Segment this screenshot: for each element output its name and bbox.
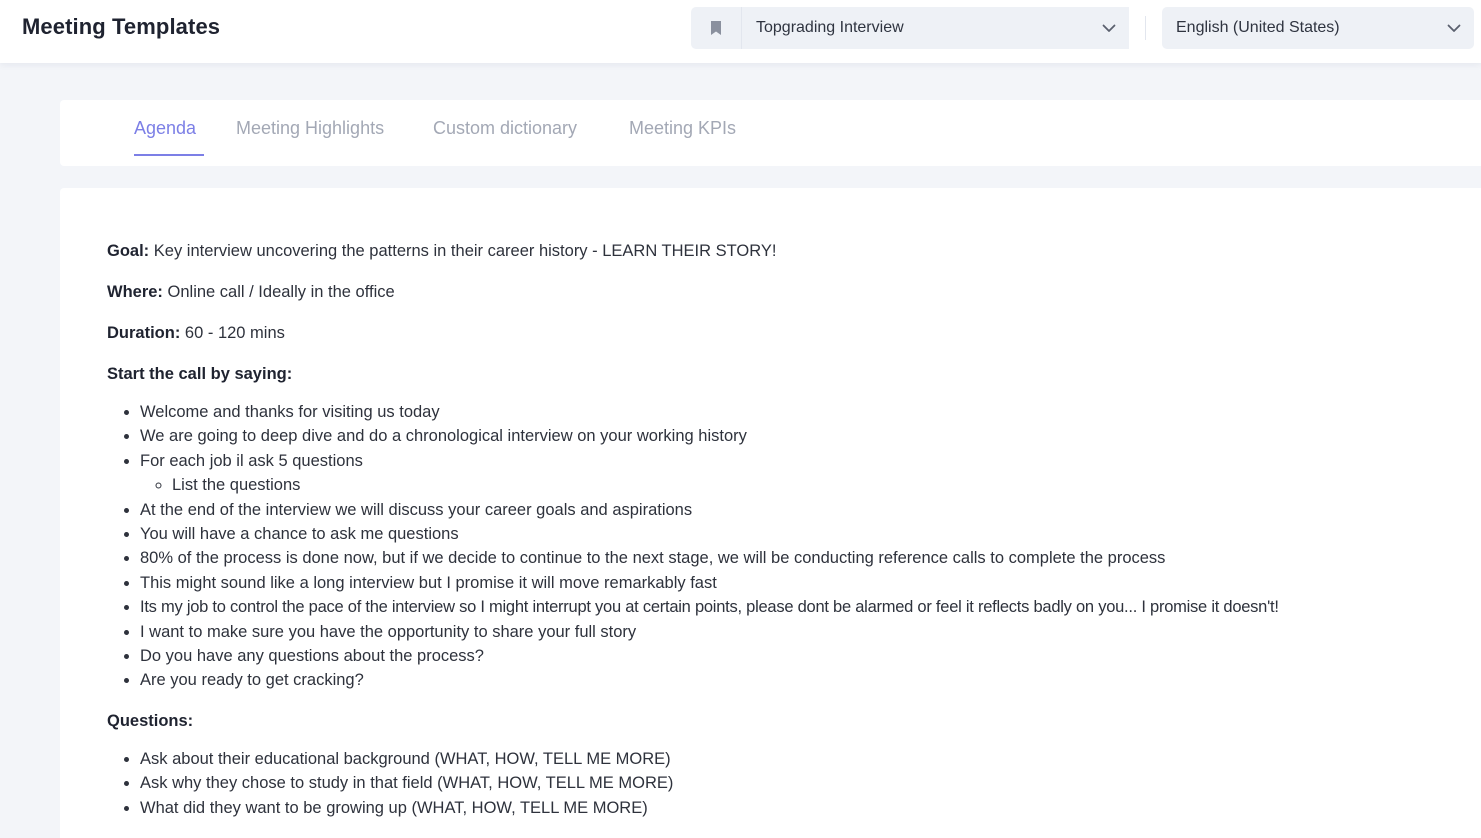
questions-heading <box>107 710 1279 732</box>
tabs-bar <box>60 100 1481 166</box>
start-call-label: Start the call by saying: <box>107 365 293 383</box>
active-tab-indicator <box>134 154 204 156</box>
tab-agenda[interactable]: Agenda <box>134 118 197 138</box>
duration-label: Duration: <box>107 324 181 342</box>
top-bar <box>0 0 1481 63</box>
sub-list <box>140 473 1279 497</box>
template-select-value[interactable] <box>741 7 1129 49</box>
list-item <box>140 449 1279 498</box>
list-item: • You will have a chance to ask me questions <box>140 522 1279 546</box>
duration-text: 60 - 120 mins <box>184 324 285 342</box>
list-item: • Its my job to control the pace of the interview so I might interrupt you at certain points, please dont be alarmed or feel it reflects badly on you... I promise it doesn't! <box>140 595 1279 619</box>
list-item: • Are you ready to get cracking? <box>140 668 1279 692</box>
template-select-label: Topgrading Interview <box>756 19 904 36</box>
agenda-content <box>107 240 1279 837</box>
list-item: • I want to make sure you have the opportunity to share your full story <box>140 620 1279 644</box>
duration-line <box>107 322 1279 344</box>
language-select[interactable] <box>1162 7 1474 49</box>
chevron-down-icon[interactable] <box>1089 7 1129 49</box>
template-select[interactable] <box>691 7 1129 49</box>
list-item: • We are going to deep dive and do a chronological interview on your working history <box>140 424 1279 448</box>
goal-label: Goal: <box>107 242 150 260</box>
list-item: • What did they want to be growing up (WHAT, HOW, TELL ME MORE) <box>140 796 1279 820</box>
language-select-label: English (United States) <box>1176 19 1340 36</box>
questions-label: Questions: <box>107 711 194 730</box>
sub-list-item: ◦ List the questions <box>172 473 1279 497</box>
start-call-list <box>107 400 1279 693</box>
goal-line <box>107 240 1279 262</box>
list-item: • Ask about their educational background (WHAT, HOW, TELL ME MORE) <box>140 747 1279 771</box>
list-item: • Do you have any questions about the process? <box>140 644 1279 668</box>
chevron-down-icon[interactable] <box>1434 7 1474 49</box>
where-label: Where: <box>107 283 163 301</box>
agenda-editor[interactable] <box>60 188 1481 838</box>
goal-text: Key interview uncovering the patterns in their career history - LEARN THEIR STORY! <box>153 242 777 260</box>
header-divider <box>1145 16 1146 40</box>
where-text: Online call / Ideally in the office <box>167 283 395 301</box>
where-line <box>107 281 1279 303</box>
list-item: • Welcome and thanks for visiting us today <box>140 400 1279 424</box>
list-item-text: For each job il ask 5 questions <box>140 451 363 470</box>
list-item: • 80% of the process is done now, but if we decide to continue to the next stage, we will be conducting reference calls to complete the process <box>140 546 1279 570</box>
tab-meeting-kpis[interactable]: Meeting KPIs <box>629 118 737 138</box>
page-title: Meeting Templates <box>22 14 221 39</box>
start-call-heading <box>107 363 1279 385</box>
bookmark-icon <box>691 7 741 49</box>
questions-list <box>107 747 1279 820</box>
list-item: • This might sound like a long interview but I promise it will move remarkably fast <box>140 571 1279 595</box>
tab-custom-dictionary[interactable]: Custom dictionary <box>433 118 578 138</box>
tab-meeting-highlights[interactable]: Meeting Highlights <box>236 118 385 138</box>
list-item: • Ask why they chose to study in that field (WHAT, HOW, TELL ME MORE) <box>140 771 1279 795</box>
list-item: • At the end of the interview we will discuss your career goals and aspirations <box>140 498 1279 522</box>
